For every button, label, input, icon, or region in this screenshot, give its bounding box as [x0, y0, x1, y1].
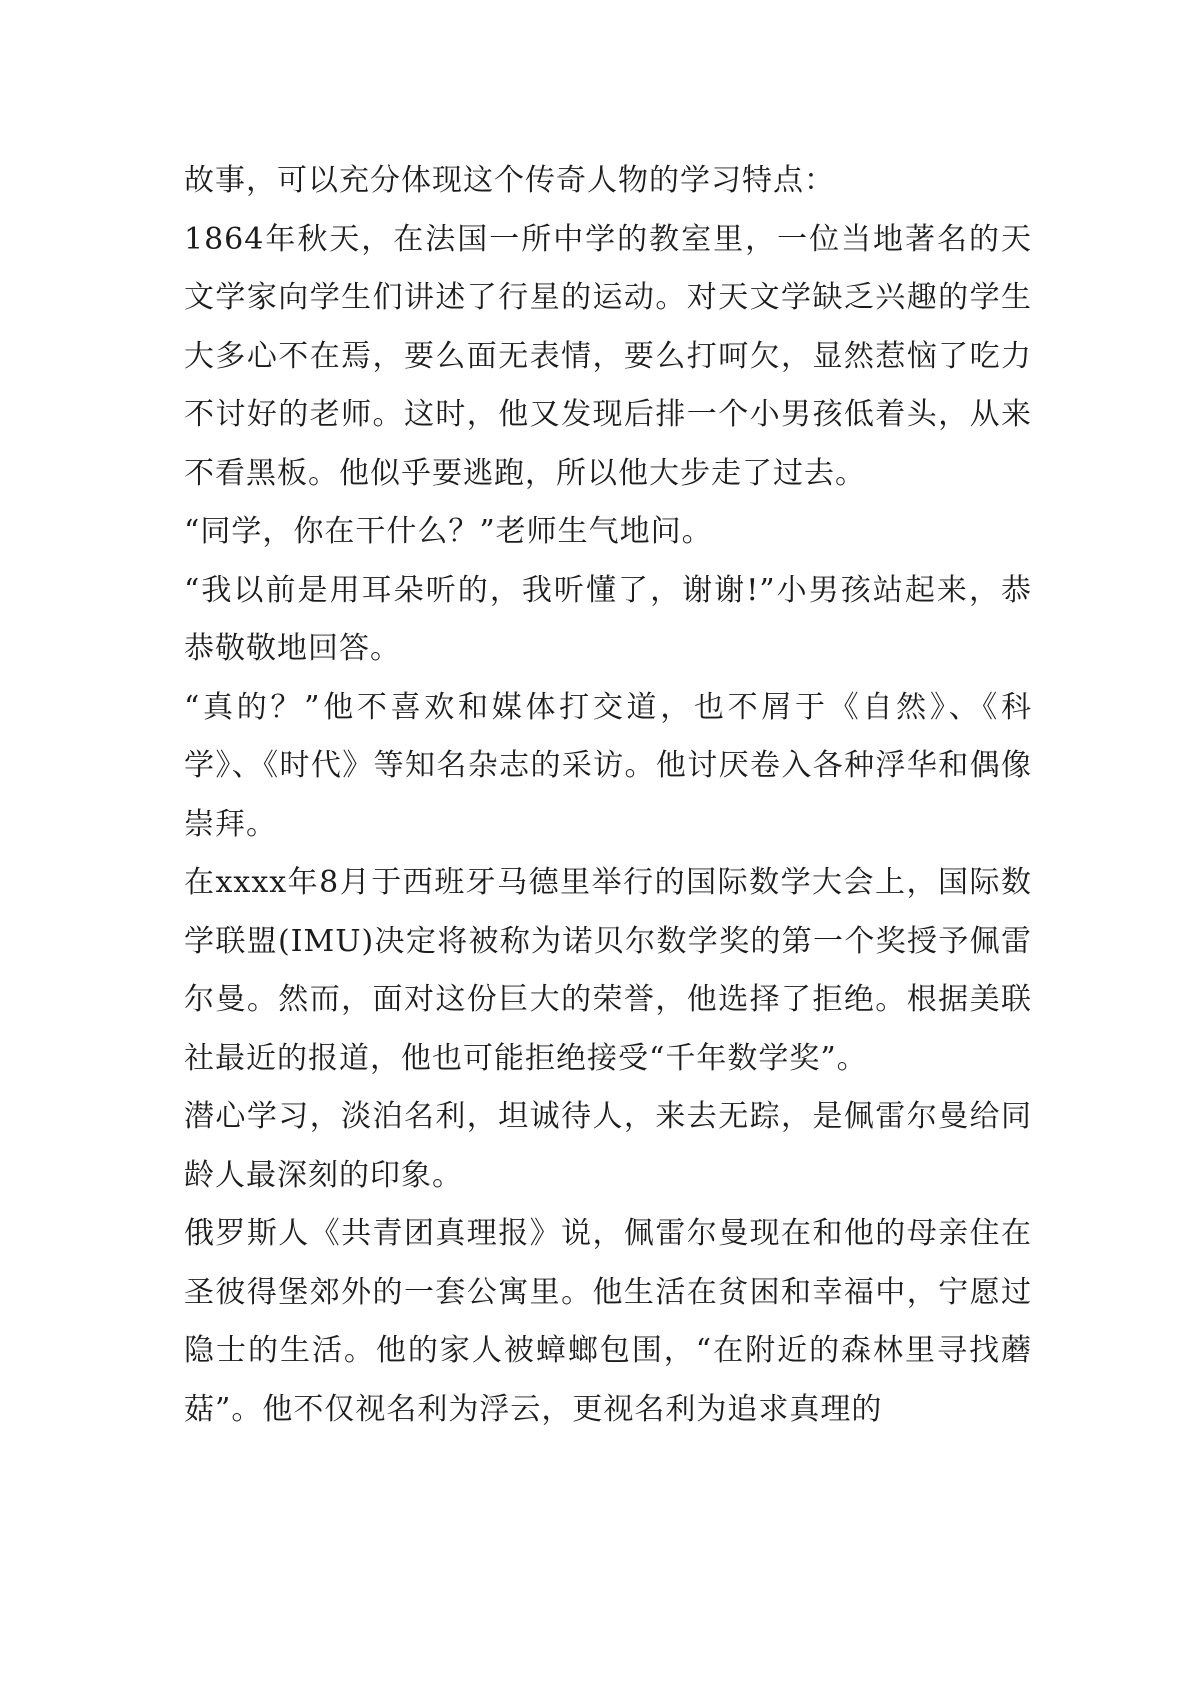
paragraph-8: 俄罗斯人《共青团真理报》说，佩雷尔曼现在和他的母亲住在圣彼得堡郊外的一套公寓里。他生活在贫困和幸福中，宁愿过隐士的生活。他的家人被蟑螂包围，“在附近的森林里寻找蘑菇”。他不仅视名利为浮云，更视名利为追求真理的 — [184, 1216, 1032, 1427]
paragraph-6: 在xxxx年8月于西班牙马德里举行的国际数学大会上，国际数学联盟(IMU)决定将被称为诺贝尔数学奖的第一个奖授予佩雷尔曼。然而，面对这份巨大的荣誉，他选择了拒绝。根据美联社最近的报道，他也可能拒绝接受“千年数学奖”。 — [184, 865, 1032, 1076]
document-body — [184, 152, 1032, 1439]
paragraph-2: 1864年秋天，在法国一所中学的教室里，一位当地著名的天文学家向学生们讲述了行星的运动。对天文学缺乏兴趣的学生大多心不在焉，要么面无表情，要么打呵欠，显然惹恼了吃力不讨好的老师。这时，他又发现后排一个小男孩低着头，从来不看黑板。他似乎要逃跑，所以他大步走了过去。 — [184, 221, 1032, 491]
paragraph-4: “我以前是用耳朵听的，我听懂了，谢谢!”小男孩站起来，恭恭敬敬地回答。 — [184, 572, 1032, 666]
paragraph-7: 潜心学习，淡泊名利，坦诚待人，来去无踪，是佩雷尔曼给同龄人最深刻的印象。 — [184, 1099, 1032, 1193]
paragraph-1: 故事，可以充分体现这个传奇人物的学习特点： — [184, 163, 835, 198]
paragraph-5: “真的？”他不喜欢和媒体打交道，也不屑于《自然》、《科学》、《时代》等知名杂志的采访。他讨厌卷入各种浮华和偶像崇拜。 — [184, 689, 1032, 842]
paragraph-3: “同学，你在干什么？”老师生气地问。 — [184, 514, 713, 549]
